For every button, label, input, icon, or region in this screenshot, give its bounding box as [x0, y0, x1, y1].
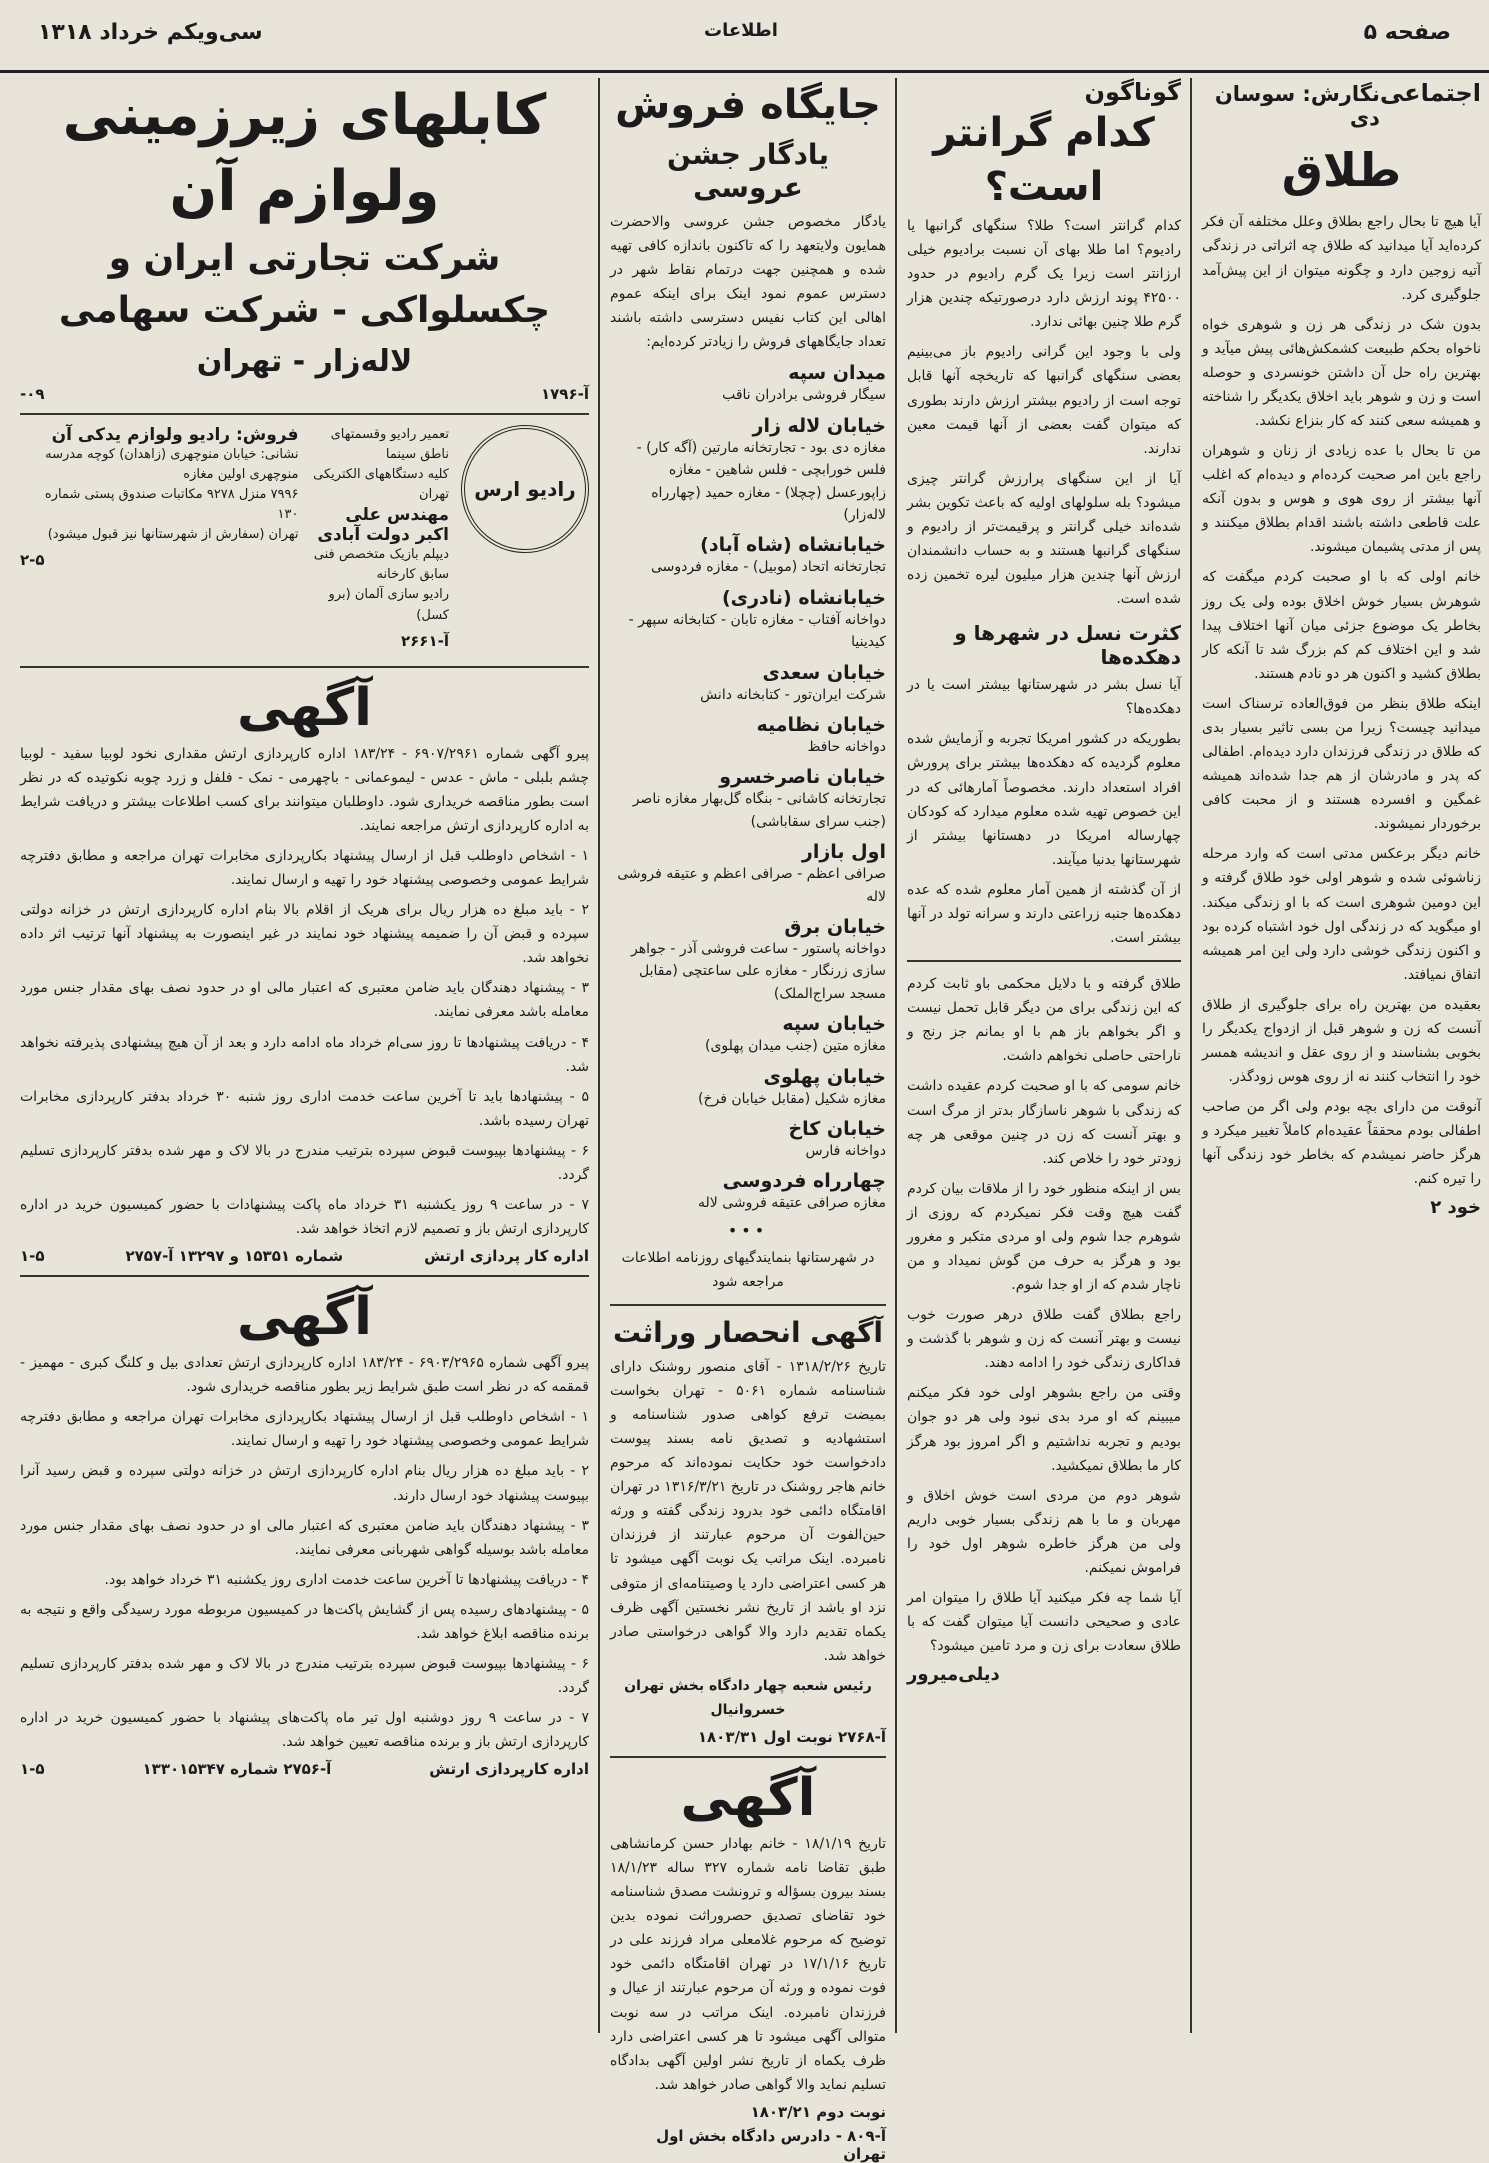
notice-code: آ-۸۰۹ - دادرس دادگاه بخش اول تهران: [656, 2126, 886, 2163]
paragraph: ولی با وجود این گرانی رادیوم باز می‌بینیم بعضی سنگهای گرانبها که تاریخچه آنها قابل توجه است از رادیوم بیشتر ارزش دارند بطوری که میتوان گفت بعضی از آنها قیمت معین ندارند.: [907, 344, 1181, 457]
notice-paragraph: ۳ - پیشنهاد دهندگان باید ضامن معتبری که اعتبار مالی او در حدود نصف بهای مقدار جنس مورد معامله باشد معرفی نمایند.: [20, 980, 589, 1021]
cable-ad-title: کابلهای زیرزمینی ولوازم آن: [62, 83, 547, 224]
column-rule: [1190, 78, 1192, 2033]
article-subtitle: یادگار جشن عروسی: [667, 138, 829, 204]
page-number: صفحه ۵: [1363, 20, 1451, 45]
notice-paragraph: ۵ - پیشنهادها باید تا آخرین ساعت خدمت اداری روز شنبه ۳۰ خرداد بدفتر کارپردازی مخابرات تهران رسیده باشد.: [20, 1088, 589, 1129]
ad-line: دیپلم بازیک متخصص فنی سابق کارخانه: [313, 547, 449, 583]
paragraph: آیا نسل بشر در شهرستانها بیشتر است یا در دهکده‌ها؟: [907, 677, 1181, 718]
paragraph: شوهر دوم من مردی است خوش اخلاق و مهربان و ما با هم زندگی بسیار خوبی داریم ولی من هرگز خاطره شوهر اول خود را فراموش نمیکنم.: [907, 1487, 1181, 1576]
shop-street: خیابان ناصرخسرو: [719, 766, 886, 789]
paragraph: آیا شما چه فکر میکنید آیا طلاق را میتوان امر عادی و صحیحی دانست آیا میتوان گفت که با طلاق سعادت برای زن و مرد تامین میشود؟: [907, 1589, 1181, 1655]
column-shops: [602, 78, 894, 2163]
ad-code: ۲-۵: [20, 551, 45, 570]
shop-street: خیابان سپه: [782, 1013, 886, 1036]
shop-street: میدان سپه: [788, 362, 886, 385]
notice-paragraph: ۳ - پیشنهاد دهندگان باید ضامن معتبری که اعتبار مالی او در حدود نصف بهای مقدار جنس مورد معامله باشد بوسیله گواهی شهربانی معرفی نمایند.: [20, 1517, 589, 1558]
paragraph: آیا از این سنگهای پرارزش گرانتر چیزی میشود؟ بله سلولهای اولیه که باعث تکوین بشر شده‌اند خیلی گرانتر و پرقیمت‌تر از رادیوم و سنگهای گرانبها هستند و به حساب دانشمندان ارزش آنها چندین هزار میلیون لیره تخمین زده شده است.: [907, 470, 1181, 608]
notice-paragraph: ۶ - پیشنهادها بپیوست قبوض سپرده بترتیب مندرج در بالا لاک و مهر شده بدفتر کارپردازی تسلیم گردد.: [20, 1142, 589, 1183]
paragraph: آنوقت من دارای بچه بودم ولی اگر من صاحب اطفالی بودم محققاً عقیده‌ام کاملاً تغییر میکرد و هرگز حاضر نمیشدم که بخاطر خود زندگی آنها را تیره کنم.: [1202, 1099, 1481, 1188]
paper-name: اطلاعات: [704, 20, 778, 41]
article-title: جایگاه فروش: [615, 82, 881, 128]
shop-entry: [610, 415, 886, 527]
shop-street: خیابان برق: [784, 915, 886, 938]
shop-street: خیابان لاله زار: [752, 414, 886, 437]
ad-code: آ-۲۶۶۱: [401, 631, 449, 650]
shop-entry: [610, 587, 886, 654]
notice-paragraph: ۴ - دریافت پیشنهادها تا روز سی‌ام خرداد ماه ادامه دارد و بعد از آن هیچ پیشنهادی پذیرفته نخواهد شد.: [20, 1034, 589, 1075]
article-title: طلاق: [1281, 143, 1402, 197]
notice-title: آگهی: [236, 677, 372, 738]
divider: [610, 1756, 886, 1758]
shop-detail: دواخانه آفتاب - مغازه تابان - کتابخانه سپهر - کیدینیا: [628, 611, 886, 651]
ad-line: مهندس علی اکبر دولت آبادی: [317, 505, 449, 546]
notice-paragraph: ۴ - دریافت پیشنهادها تا آخرین ساعت خدمت اداری روز یکشنبه ۳۱ خرداد خواهد بود.: [104, 1571, 589, 1588]
article-title: کدام گرانتر است؟: [933, 110, 1155, 210]
notice-paragraph: پیرو آگهی شماره ۶۹۰۷/۲۹۶۱ - ۱۸۳/۲۴ اداره کارپردازی ارتش مقداری نخود لوبیا سفید - لوبیا چشم بلبلی - ماش - عدس - لیموعمانی - باچهرمی - نمک - فلفل و زرد چوبه نکوتیده که در نظر است بطور مناقصه خریداری شود. داوطلبان میتوانند برای کسب اطلاعات بیشتر و دریافت شرایط به اداره کارپردازی ارتش مراجعه نمایند.: [20, 745, 590, 834]
ornament: •••: [727, 1220, 769, 1240]
source-signature: دیلی‌میرور: [907, 1664, 1000, 1686]
notice-paragraph: ۵ - پیشنهادهای رسیده پس از گشایش پاکت‌ها در کمیسیون مربوطه مورد رسیدگی واقع و نتیجه به برنده مناقصه ابلاغ خواهد شد.: [20, 1601, 589, 1642]
shop-entry: [610, 714, 886, 758]
army-notice-1: [20, 678, 589, 1265]
shop-entry: [610, 766, 886, 833]
shop-street: چهارراه فردوسی: [722, 1170, 886, 1193]
issue-date: سی‌ویکم خرداد ۱۳۱۸: [38, 20, 263, 45]
notice-code: ۱-۵: [20, 1247, 45, 1266]
paragraph: بعقیده من بهترین راه برای جلوگیری از طلاق آنست که زن و شوهر قبل از ازدواج یکدیگر را بخوبی بشناسند و از روی عقل و اندیشه همسر خود را انتخاب کنند نه از روی هوس زودگذر.: [1202, 996, 1481, 1086]
shop-entry: [610, 1066, 886, 1110]
column-misc: [899, 78, 1189, 2033]
radio-repair-text: [311, 425, 450, 656]
shop-detail: دواخانه فارس: [805, 1142, 886, 1159]
paragraph: کدام گرانتر است؟ طلا؟ سنگهای گرانبها یا رادیوم؟ اما طلا بهای آن نسبت برادیوم خیلی ارزانتر است زیرا یک گرم رادیوم در حدود ۴۲۵۰۰ پوند ارزش دارد درصورتیکه چندین هزار گرم طلا چنین بهائی ندارد.: [907, 218, 1181, 331]
ad-title: فروش: رادیو ولوازم یدکی آن: [51, 424, 299, 445]
byline: نگارش: سوسان دی: [1214, 82, 1380, 130]
notice-title: آگهی انحصار وراثت: [613, 1315, 883, 1349]
paragraph: بس از اینکه منظور خود را از ملاقات بیان کردم گفت هیچ وقت فکر نمیکردم که روزی از شوهرم جدا شوم ولی او مردی متکبر و مغرور بود و هرگز به حرف من گوش نمیداد و من ناچار شدم که از او جدا شوم.: [907, 1180, 1181, 1294]
shop-entry: [610, 1013, 886, 1057]
subheading: کثرت نسل در شهرها و دهکده‌ها: [954, 621, 1181, 670]
notice-code: ۱-۵: [20, 1760, 45, 1779]
notice-paragraph: ۱ - اشخاص داوطلب قبل از ارسال پیشنهاد بکارپردازی مخابرات تهران مراجعه و مطابق دفترچه شرایط عمومی وخصوصی پیشنهاد خود را تهیه و ارسال نمایند.: [20, 1409, 589, 1450]
paragraph: آیا هیچ تا بحال راجع بطلاق وعلل مختلفه آن فکر کرده‌اید آیا میدانید که طلاق چه اثراتی در زندگی آتیه زوجین دارد و چگونه میتوان از این پیش‌آمد جلوگیری کرد.: [1202, 214, 1481, 303]
notice-title: آگهی: [680, 1768, 816, 1828]
ad-line: نشانی: خیابان منوچهری (زاهدان) کوچه مدرسه منوچهری اولین مغازه: [45, 446, 299, 482]
paragraph: یادگار مخصوص جشن عروسی والاحضرت همایون ولایتعهد را که تاکنون باندازه کافی تهیه شده و همچنین جهت درتمام نقاط شهر در دسترس عموم نمود اینک برای اینکه عموم اهالی این کتاب نفیس دسترسی داشته باشند تعداد جایگاههای فروش را زیادتر کرده‌ایم:: [610, 214, 886, 351]
shop-street: خیابان پهلوی: [763, 1065, 886, 1088]
shop-detail: دواخانه پاستور - ساعت فروشی آذر - جواهر سازی زرنگار - مغازه علی ساعتچی (مقابل مسجد سراج‌الملک): [630, 940, 886, 1002]
column-social: [1194, 78, 1489, 2033]
radio-ads: [20, 425, 589, 656]
notice-paragraph: ۱ - اشخاص داوطلب قبل از ارسال پیشنهاد بکارپردازی مخابرات تهران مراجعه و مطابق دفترچه شرایط عمومی وخصوصی پیشنهاد خود را تهیه و ارسال نمایند.: [20, 848, 589, 889]
continued-note: خود ۲: [1430, 1197, 1481, 1219]
radio-sale-ad: [20, 425, 299, 656]
notice-paragraph: ۶ - پیشنهادها بپیوست قبوض سپرده بترتیب مندرج در بالا لاک و مهر شده بدفتر کارپردازی تسلیم گردد.: [20, 1656, 589, 1697]
notice-paragraph: ۷ - در ساعت ۹ روز دوشنبه اول تیر ماه پاکت‌های پیشنهاد با حضور کمیسیون خرید در اداره کارپردازی ارتش باز و برنده مناقصه تعیین خواهد شد.: [20, 1710, 589, 1751]
shop-street: اول بازار: [801, 841, 886, 864]
shop-street: خیابان نظامیه: [756, 713, 886, 736]
cable-ad-code: آ-۱۷۹۶: [541, 384, 589, 403]
page-header: [0, 0, 1489, 73]
section-kicker: گوناگون: [1084, 78, 1181, 106]
shop-entry: [610, 841, 886, 908]
paragraph: خانم دیگر برعکس مدتی است که وارد مرحله زناشوئی شده و شوهر اولی خود طلاق گرفته و این دومین شوهری است که با او زندگی میکند. او میگوید که در زندگی اول خود اشتباه کرده بود و اکنون زندگی خوشی دارد ولی این امر همیشه اتفاق نمیافتد.: [1202, 846, 1481, 983]
shop-detail: مغازه صرافی عتیقه فروشی لاله: [697, 1195, 886, 1212]
notice-paragraph: ۲ - باید مبلغ ده هزار ریال بنام اداره کارپردازی ارتش در خزانه دولتی سپرده و قبض رسید آنرا بپیوست پیشنهاد خود ارسال دارند.: [20, 1463, 589, 1504]
notice-footer: [20, 1247, 589, 1265]
cable-ad-codes: [20, 385, 589, 403]
divider: [20, 413, 589, 415]
notice-date: نوبت دوم ۱۸۰۳/۲۱: [750, 2102, 886, 2121]
army-notice-2: [20, 1287, 589, 1778]
shop-street: خیابانشاه (نادری): [721, 586, 886, 609]
shop-entry: [610, 1118, 886, 1162]
shop-entry: [610, 662, 886, 706]
shop-street: خیابان کاخ: [788, 1117, 886, 1140]
divider: [20, 666, 589, 668]
radio-repair-ad: [311, 425, 590, 656]
divider: [610, 1304, 886, 1306]
paragraph: خانم اولی که با او صحبت کردم میگفت که شوهرش بسیار خوش اخلاق بوده ولی یک روز بخاطر یک موضوع جزئی میان آنها اختلاف پیدا شد و این اختلاف کم کم بزرگ شد تا آنکه کار بطلاق کشید و اکنون هر دو نادم هستند.: [1202, 569, 1481, 682]
section-kicker: اجتماعی: [1379, 79, 1481, 107]
notice-footer: [20, 1760, 589, 1778]
notice-paragraph: پیرو آگهی شماره ۶۹۰۳/۲۹۶۵ - ۱۸۳/۲۴ اداره کارپردازی ارتش تعدادی بیل و کلنگ کبری - مهمیز - قمقمه که در نظر است طبق شرایط زیر بطور مناقصه خریداری شود.: [20, 1355, 589, 1396]
column-rule: [598, 78, 600, 2033]
paragraph: از آن گذشته از همین آمار معلوم شده که عده دهکده‌ها جنبه زراعتی دارند و سرانه تولد در آنها بیشتر است.: [907, 881, 1181, 947]
paragraph: راجع بطلاق گفت طلاق درهر صورت خوب نیست و بهتر آنست که زن و شوهر با گذشت و فداکاری زندگی خود را ادامه دهند.: [907, 1307, 1181, 1372]
closing-note: در شهرستانها بنمایندگیهای روزنامه اطلاعات مراجعه شود: [621, 1249, 875, 1290]
shop-entry: [610, 534, 886, 578]
cable-ad-address: لاله‌زار - تهران: [196, 343, 413, 379]
radio-stamp-logo: رادیو ارس: [461, 425, 589, 553]
column-ads: [12, 78, 597, 2033]
notice-body: تاریخ ۱۸/۱/۱۹ - خانم بهادار حسن کرمانشاهی طبق تقاضا نامه شماره ۳۲۷ ساله ۱۸/۱/۲۳ بسند بیرون بسؤاله و ترونشت مصدق شناسنامه خود تقاضای تصدیق حصروراثت نموده بدین توضیح که مرحوم غلامعلی مراد فرزند علی در تاریخ ۱۷/۱/۱۶ در تهران اقامتگاه دائمی خود فوت نموده و ورثه آن مرحوم عبارتند از عیال و فرزندان نامبرده. اینک مراتب در سه نوبت متوالی آگهی میشود تا هر کسی اعتراضی دارد ظرف یکماه از تاریخ نشر اولین آگهی بدادگاه تسلیم نماید والا گواهی صادر خواهد شد.: [610, 1836, 887, 2093]
shop-detail: مغازه متین (جنب میدان پهلوی): [705, 1038, 886, 1055]
shop-entry: [610, 1170, 886, 1214]
paragraph: من تا بحال با عده زیادی از زنان و شوهران راجع باین امر صحبت کرده‌ام و دیده‌ام که اغلب آنها بیشتر از روی هوی و هوس و بدون آنکه علت قاطعی داشته باشند اقدام بطلاق میکنند و پس از مدتی پشیمان میشوند.: [1202, 443, 1481, 556]
divider: [907, 960, 1181, 962]
ad-line: رادیو سازی آلمان (برو کسل): [328, 587, 449, 623]
notice-title: آگهی: [236, 1287, 372, 1348]
cable-ad-company: شرکت تجارتی ایران و چکسلواکی - شرکت سهامی: [58, 238, 551, 332]
shop-street: خیابان سعدی: [762, 661, 886, 684]
notice-paragraph: ۲ - باید مبلغ ده هزار ریال برای هریک از اقلام بالا بنام اداره کارپردازی ارتش در خزانه دولتی سپرده و قبض آن را ضمیمه پیشنهاد خود نمایند در غیر اینصورت به پیشنهاد آنها ترتیب اثر داده نخواهد شد.: [20, 902, 589, 967]
paragraph: بطوریکه در کشور امریکا تجربه و آزمایش شده معلوم گردیده که دهکده‌ها بیشتر برای پرورش افراد استعداد دارند. مخصوصاً آمارهائی که در این خصوص تهیه شده معلوم میدارد که کودکان چهارساله امریکا در دهستانها بیشتر از شهرستانها بدنیا میآیند.: [907, 731, 1181, 868]
shop-entry: [610, 916, 886, 1005]
shop-detail: صرافی اعظم - صرافی اعظم و عتیقه فروشی لاله: [617, 866, 886, 905]
notice-code: آ-۲۷۵۶ شماره ۱۳۳۰۱۵۳۴۷: [142, 1760, 332, 1779]
shop-detail: مغازه شکیل (مقابل خیابان فرخ): [697, 1090, 886, 1107]
ad-line: تعمیر رادیو وقسمتهای ناطق سینما: [330, 426, 449, 462]
shop-detail: شرکت ایران‌تور - کتابخانه دانش: [700, 686, 886, 703]
shop-detail: تجارتخانه کاشانی - بنگاه گل‌بهار مغازه ناصر (جنب سرای سقاباشی): [632, 791, 886, 830]
notice-paragraph: ۷ - در ساعت ۹ روز یکشنبه ۳۱ خرداد ماه پاکت پیشنهادات با حضور کمیسیون خرید در اداره کارپردازی ارتش باز و تصمیم لازم اتخاذ خواهد شد.: [20, 1197, 589, 1238]
ad-line: تهران (سفارش از شهرستانها نیز قبول میشود): [47, 527, 299, 543]
shop-detail: دواخانه حافظ: [807, 738, 886, 755]
paragraph: طلاق گرفته و با دلایل محکمی باو ثابت کردم که این زندگی برای من دیگر قابل تحمل نیست و اگر بخواهم باز هم با او بمانم جز رنج و ناراحتی حاصلی نخواهم داشت.: [907, 976, 1181, 1065]
shop-detail: مغازه دی بود - تجارتخانه مارتین (آگه کار) - فلس خورابچی - فلس شاهین - مغازه زاپورعسل (چچلا) - مغازه حمید (چهارراه لاله‌زار): [636, 439, 886, 524]
paragraph: وقتی من راجع بشوهر اولی خود فکر میکنم میبینم که او مرد بدی نبود ولی هر دو جوان بودیم و تجربه نداشتیم و اگر امروز بود هرگز کار ما بطلاق نمیکشید.: [907, 1385, 1181, 1474]
notice-signoff: اداره کارپردازی ارتش: [429, 1760, 589, 1779]
ad-line: کلیه دستگاههای الکتریکی تهران: [313, 466, 449, 502]
shop-detail: سیگار فروشی برادران ناقب: [722, 387, 886, 404]
paragraph: بدون شک در زندگی هر زن و شوهری خواه ناخواه بحکم طبیعت کشمکش‌هائی پیش میآید و بهترین راه حل آن داشتن خونسردی و حوصله است و زن و شوهر باید اخلاق یکدیگر را شناخته و همیشه سعی کنند که کار بنزاع نکشد.: [1202, 316, 1481, 430]
notice-code: شماره ۱۵۳۵۱ و ۱۳۲۹۷ آ-۲۷۵۷: [125, 1247, 344, 1266]
shop-detail: تجارتخانه اتحاد (موبیل) - مغازه فردوسی: [651, 559, 886, 576]
notice-body: تاریخ ۱۳۱۸/۲/۲۶ - آقای منصور روشنک دارای شناسنامه شماره ۵۰۶۱ - تهران بخواست بمیضت ترفع کواهی صدور شناسنامه و استشهادیه و تصدیق نامه بسند پیوست دادخواست خود حکایت نموده‌اند که مرحوم خانم هاجر روشنک در تاریخ ۱۳۱۶/۳/۲۱ در تهران اقامتگاه دائمی خود بدرود زندگی گفته و ورثه حین‌الفوت آن مرحوم عبارتند از فرزندان نامبرده. اینک مراتب یک نوبت آگهی میشود تا هر کسی اعتراضی دارد یا وصیتنامه‌ای از متوفی نزد او باشد از تاریخ نشر نخستین آگهی ظرف یکماه تقدیم دارد والا گواهی درخواستی صادر خواهد شد.: [610, 1358, 887, 1664]
divider: [20, 1275, 589, 1277]
cable-ad-code: ۰۹-: [20, 384, 45, 403]
shop-street: خیابانشاه (شاه آباد): [700, 534, 886, 557]
notice-signature: رئیس شعبه چهار دادگاه بخش تهران خسروانیال: [624, 1677, 872, 1718]
ad-line: ۷۹۹۶ منزل ۹۲۷۸ مکاتبات صندوق پستی شماره ۱۳۰: [44, 486, 299, 522]
paragraph: اینکه طلاق بنظر من فوق‌العاده ترسناک است میدانید چیست؟ زیرا من بسی تاثیر بسیار بدی که طلاق در زندگی فرزندان دارد دیده‌ام. اطفالی که پدر و مادرشان از هم جدا شده‌اند همیشه غمگین و افسرده هستند و از محبت کافی برخوردار نمیشوند.: [1202, 695, 1481, 833]
paragraph: خانم سومی که با او صحبت کردم عقیده داشت که زندگی با شوهر ناسازگار بدتر از مرگ است و بهتر آنست که زن در چنین موقعی هر چه زودتر خود را خلاص کند.: [907, 1078, 1181, 1167]
shop-entry: [610, 362, 886, 406]
column-rule: [895, 78, 897, 2033]
notice-signoff: اداره کار پردازی ارتش: [424, 1247, 589, 1266]
notice-code: آ-۲۷۶۸ نوبت اول ۱۸۰۳/۳۱: [697, 1728, 886, 1746]
